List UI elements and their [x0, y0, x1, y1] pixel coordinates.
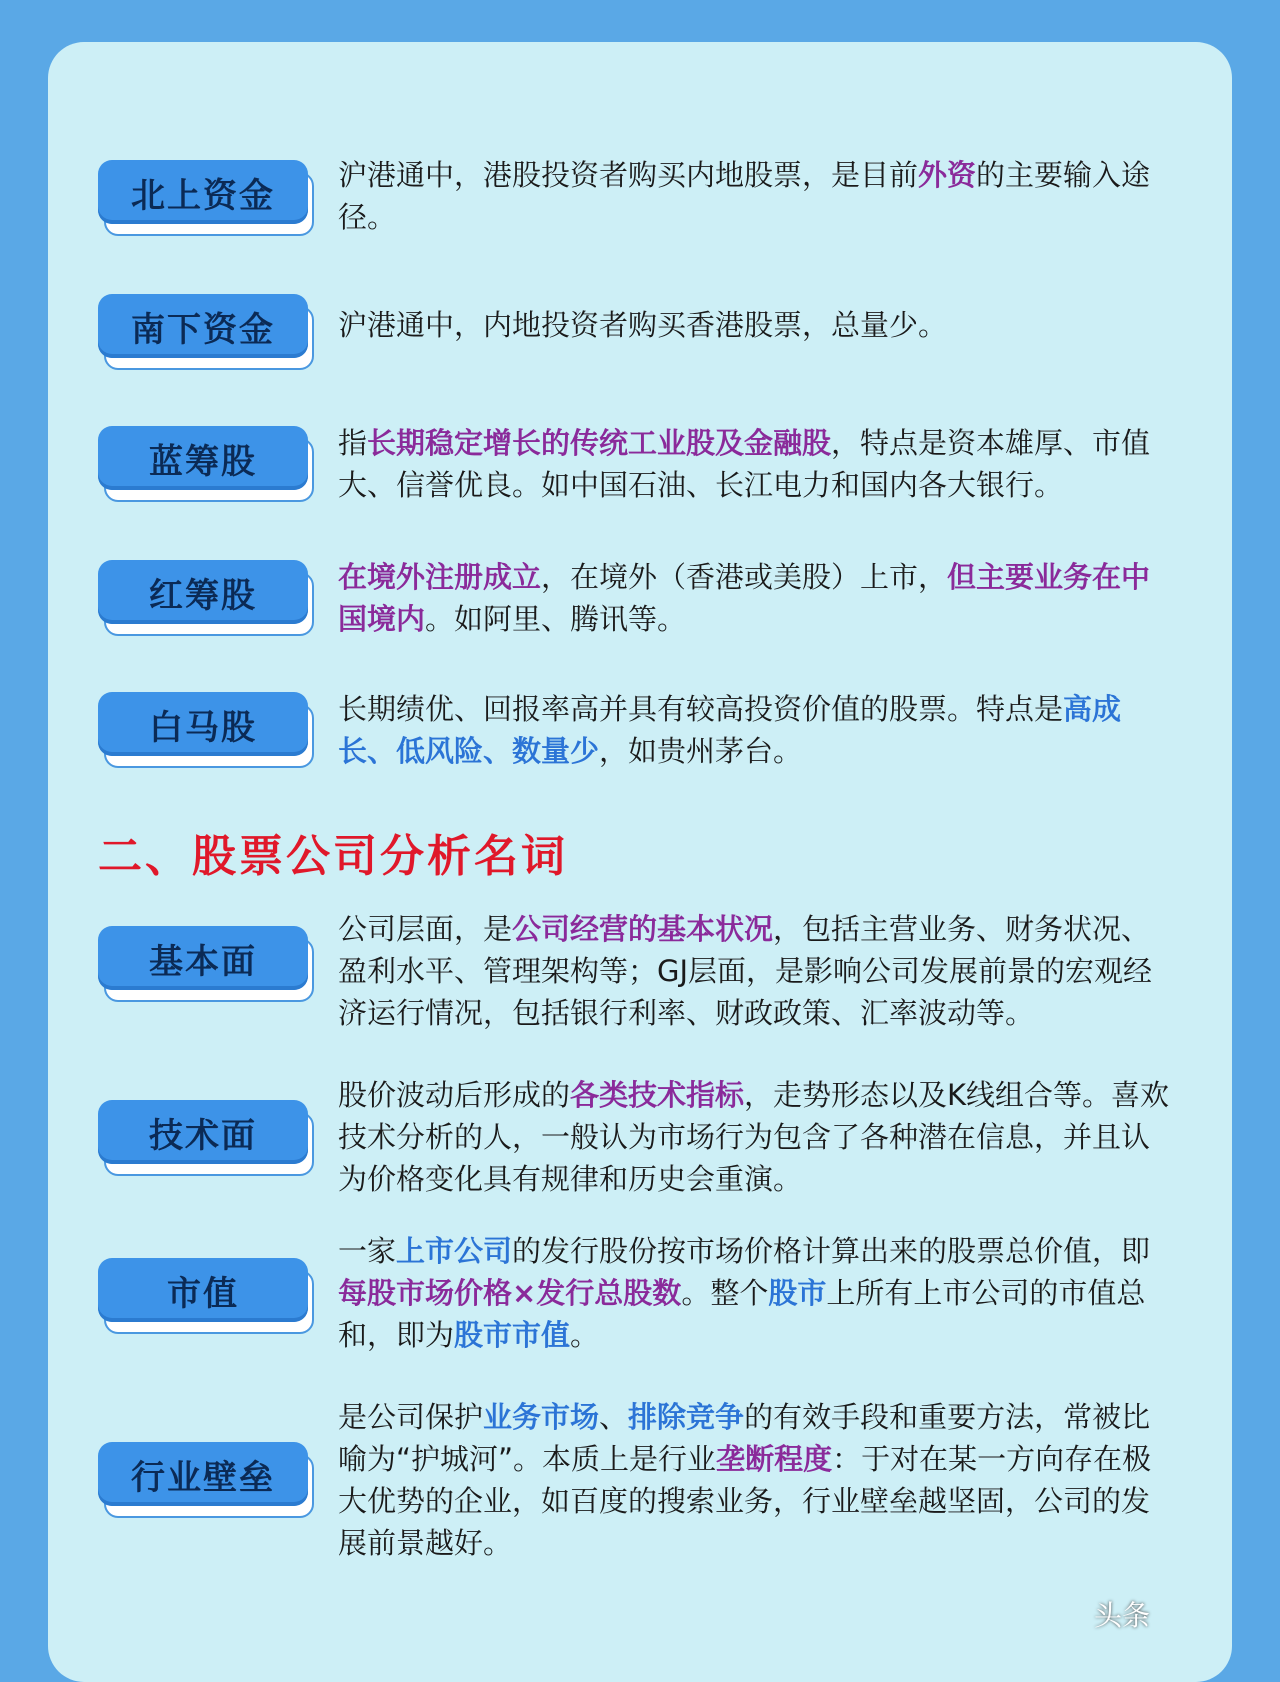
- term-description: [338, 304, 1178, 346]
- tag-label: 北上资金: [98, 160, 308, 224]
- tag-label: 蓝筹股: [98, 426, 308, 490]
- desc-text: 股价波动后形成的: [338, 1078, 571, 1112]
- desc-text: ，走势形态以及K线组合等。喜欢技术分析的人，一般认为市场行为包含了各种潜在信息，并且认为价格变化具有规律和历史会重演。: [338, 1078, 1170, 1196]
- desc-text: 上所有上市公司的市值总和，即为: [338, 1276, 1146, 1352]
- desc-text: ，特点是资本雄厚、市值大、信誉优良。如中国石油、长江电力和国内各大银行。: [338, 426, 1151, 502]
- desc-text: 长期绩优、回报率高并具有较高投资价值的股票。特点是: [338, 692, 1064, 726]
- desc-text: 一家: [338, 1234, 397, 1268]
- term-tag: [98, 560, 308, 624]
- desc-highlight: 外资: [918, 158, 977, 192]
- tag-label: 行业壁垒: [98, 1442, 308, 1506]
- term-tag: [98, 294, 308, 358]
- desc-highlight: 股市市值: [454, 1318, 571, 1352]
- term-tag: [98, 926, 308, 990]
- tag-label: 市值: [98, 1258, 308, 1322]
- tag-label: 南下资金: [98, 294, 308, 358]
- desc-highlight: 每股市场价格×发行总股数: [338, 1276, 682, 1310]
- desc-text: 沪港通中，港股投资者购买内地股票，是目前: [338, 158, 919, 192]
- desc-highlight: 但主要业务在中国境内: [338, 560, 1151, 636]
- term-tag: [98, 160, 308, 224]
- desc-text: 。如阿里、腾讯等。: [425, 602, 687, 636]
- term-tag: [98, 1442, 308, 1506]
- term-description: [338, 1074, 1178, 1200]
- desc-text: ，如贵州茅台。: [599, 734, 803, 768]
- term-description: [338, 688, 1178, 772]
- desc-highlight: 上市公司: [396, 1234, 513, 1268]
- tag-label: 白马股: [98, 692, 308, 756]
- desc-text: 沪港通中，内地投资者购买香港股票，总量少。: [338, 308, 948, 342]
- desc-text: ：于对在某一方向存在极大优势的企业，如百度的搜索业务，行业壁垒越坚固，公司的发展前景越好。: [338, 1442, 1152, 1560]
- term-description: [338, 154, 1178, 238]
- term-description: [338, 1396, 1178, 1564]
- desc-text: ，包括主营业务、财务状况、盈利水平、管理架构等；GJ层面，是影响公司发展前景的宏观经济运行情况，包括银行利率、财政政策、汇率波动等。: [338, 912, 1153, 1030]
- desc-highlight: 垄断程度: [716, 1442, 833, 1476]
- term-tag: [98, 1100, 308, 1164]
- desc-text: 、: [599, 1400, 629, 1434]
- desc-highlight: 公司经营的基本状况: [512, 912, 774, 946]
- term-description: [338, 908, 1178, 1034]
- term-description: [338, 422, 1178, 506]
- desc-text: ，在境外（香港或美股）上市，: [541, 560, 948, 594]
- tag-label: 红筹股: [98, 560, 308, 624]
- term-description: [338, 556, 1178, 640]
- desc-highlight: 各类技术指标: [570, 1078, 745, 1112]
- term-description: [338, 1230, 1178, 1356]
- desc-text: 是公司保护: [338, 1400, 484, 1434]
- desc-highlight: 业务市场: [483, 1400, 600, 1434]
- desc-text: 指: [338, 426, 368, 460]
- tag-label: 技术面: [98, 1100, 308, 1164]
- desc-highlight: 排除竞争: [628, 1400, 745, 1434]
- section-title: 二、股票公司分析名词: [98, 831, 568, 882]
- desc-text: 公司层面，是: [338, 912, 513, 946]
- desc-highlight: 在境外注册成立: [338, 560, 542, 594]
- tag-label: 基本面: [98, 926, 308, 990]
- content-card: [48, 42, 1232, 1682]
- desc-text: 的发行股份按市场价格计算出来的股票总价值，即: [512, 1234, 1151, 1268]
- watermark: 头条: [1093, 1599, 1150, 1632]
- term-tag: [98, 426, 308, 490]
- term-tag: [98, 692, 308, 756]
- desc-highlight: 长期稳定增长的传统工业股及金融股: [367, 426, 832, 460]
- desc-text: 的有效手段和重要方法，常被比喻为“护城河”。本质上是行业: [338, 1400, 1151, 1476]
- desc-highlight: 股市: [768, 1276, 827, 1310]
- desc-text: 。: [570, 1318, 600, 1352]
- term-tag: [98, 1258, 308, 1322]
- desc-text: 的主要输入途径。: [338, 158, 1151, 234]
- desc-text: 。整个: [681, 1276, 769, 1310]
- desc-highlight: 高成长、低风险、数量少: [338, 692, 1122, 768]
